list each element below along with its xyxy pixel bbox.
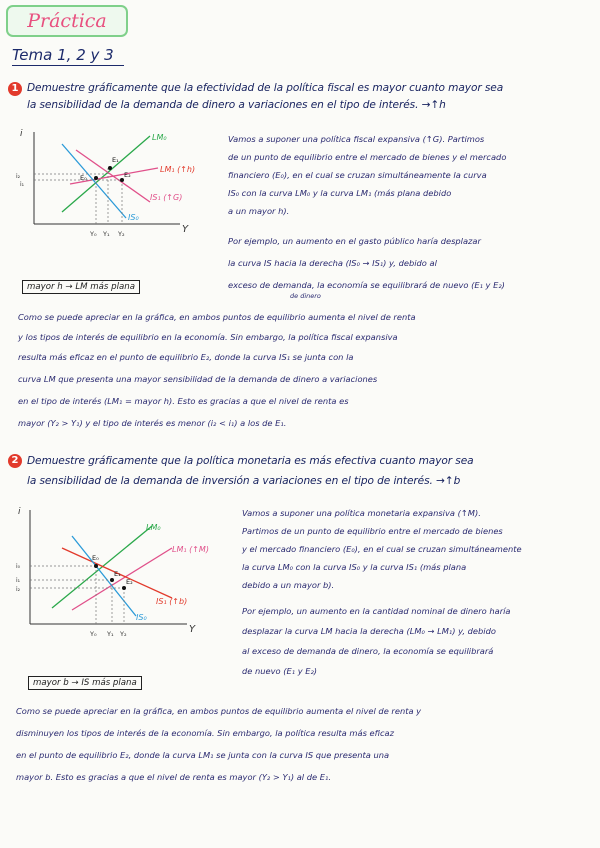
q1-side-note: de dinero (290, 292, 321, 300)
q2-label-i1: i₁ (16, 577, 21, 584)
q2-side-line-5: debido a un mayor b). (242, 580, 335, 590)
q2-side-line-4: la curva LM₀ con la curva IS₀ y la curva IS₁ (más plana (242, 562, 467, 572)
q1-key-box: mayor h → LM más plana (22, 280, 140, 294)
q2-curve-label-lm1: LM₁ (↑M) (172, 545, 209, 554)
q2-label-y1: Y₁ (107, 630, 114, 638)
q2-side-line-8: al exceso de demanda de dinero, la economía se equilibrará (242, 646, 494, 656)
q1-para-line-3: resulta más eficaz en el punto de equilibrio E₂, donde la curva IS₁ se junta con la (18, 352, 354, 362)
q1-side-line-2: de un punto de equilibrio entre el mercado de bienes y el mercado (228, 152, 507, 162)
q1-side-line-8: exceso de demanda, la economía se equilibrará de nuevo (E₁ y E₂) (228, 280, 505, 290)
q1-curve-label-lm0: LM₀ (152, 133, 167, 142)
q2-para-line-4: mayor b. Esto es gracias a que el nivel de renta es mayor (Y₂ > Y₁) al de E₁. (16, 772, 331, 782)
q2-label-i0: i₀ (16, 563, 21, 570)
q2-curve-label-is0: IS₀ (136, 613, 147, 622)
q2-point-label-e2: E₂ (126, 578, 133, 586)
q2-point-label-e0: E₀ (92, 554, 99, 562)
q1-label-y0: Y₀ (90, 230, 97, 238)
q1-para-line-2: y los tipos de interés de equilibrio en la economía. Sin embargo, la política fiscal expansiva (18, 332, 398, 342)
q2-heading-line-2: la sensibilidad de la demanda de inversión a variaciones en el tipo de interés. →↑b (27, 475, 461, 487)
q1-para-line-4: curva LM que presenta una mayor sensibilidad de la demanda de dinero a variaciones (18, 374, 378, 384)
page-title: Práctica (6, 5, 128, 37)
section-underline (12, 65, 124, 66)
q1-side-line-3: financiero (E₀), en el cual se cruzan simultáneamente la curva (228, 170, 487, 180)
q1-heading-line-1: Demuestre gráficamente que la efectividad de la política fiscal es mayor cuanto mayor sea (27, 82, 504, 94)
q1-side-line-7: la curva IS hacia la derecha (IS₀ → IS₁) y, debido al (228, 258, 437, 268)
q2-label-y0: Y₀ (90, 630, 97, 638)
section-heading: Tema 1, 2 y 3 (12, 46, 114, 64)
q1-side-line-6: Por ejemplo, un aumento en el gasto público haría desplazar (228, 236, 481, 246)
q2-side-line-6: Por ejemplo, un aumento en la cantidad nominal de dinero haría (242, 606, 511, 616)
q1-label-y2: Y₂ (118, 230, 125, 238)
q1-para-line-1: Como se puede apreciar en la gráfica, en ambos puntos de equilibrio aumenta el nivel de renta (18, 312, 416, 322)
q1-point-label-e0: E₀ (80, 174, 87, 182)
q1-para-line-5: en el tipo de interés (LM₁ = mayor h). Esto es gracias a que el nivel de renta es (18, 396, 349, 406)
q1-side-line-4: IS₀ con la curva LM₀ y la curva LM₁ (más plana debido (228, 188, 452, 198)
q2-label-y: Y (189, 624, 196, 635)
q2-curve-label-is1: IS₁ (↑b) (156, 597, 188, 606)
q2-side-line-9: de nuevo (E₁ y E₂) (242, 666, 318, 676)
q1-side-line-5: a un mayor h). (228, 206, 290, 216)
q1-point-label-e1: E₁ (112, 156, 119, 164)
q1-label-i2: i₂ (16, 173, 21, 180)
q1-label-i1: i₁ (20, 181, 25, 188)
q1-islm-graph (10, 122, 215, 262)
q2-label-i2: i₂ (16, 586, 21, 593)
q1-curve-label-is1: IS₁ (↑G) (150, 193, 183, 202)
q2-key-box: mayor b → IS más plana (28, 676, 142, 690)
q2-point-e2 (122, 586, 126, 590)
q1-curve-label-lm1: LM₁ (↑h) (160, 165, 196, 174)
q2-para-line-1: Como se puede apreciar en la gráfica, en ambos puntos de equilibrio aumenta el nivel de renta y (16, 706, 422, 716)
q2-heading-line-1: Demuestre gráficamente que la política monetaria es más efectiva cuanto mayor sea (27, 455, 474, 467)
q1-point-e0 (94, 176, 98, 180)
question-number-badge: 2 (8, 454, 22, 468)
q2-side-line-2: Partimos de un punto de equilibrio entre el mercado de bienes (242, 526, 503, 536)
q2-point-e1 (110, 578, 114, 582)
q1-label-y: Y (182, 224, 189, 235)
q1-label-i: i (20, 129, 23, 139)
q2-para-line-2: disminuyen los tipos de interés de la economía. Sin embargo, la política resulta más eficaz (16, 728, 394, 738)
q1-para-line-6: mayor (Y₂ > Y₁) y el tipo de interés es menor (i₂ < i₁) a los de E₁. (18, 418, 287, 428)
question-number-badge: 1 (8, 82, 22, 96)
q2-curve-label-lm0: LM₀ (146, 523, 161, 532)
q1-label-y1: Y₁ (103, 230, 110, 238)
q2-para-line-3: en el punto de equilibrio E₂, donde la curva LM₁ se junta con la curva IS que presenta una (16, 750, 390, 760)
q2-side-line-7: desplazar la curva LM hacia la derecha (LM₀ → LM₁) y, debido (242, 626, 496, 636)
q1-point-e1 (108, 166, 112, 170)
q1-heading-line-2: la sensibilidad de la demanda de dinero a variaciones en el tipo de interés. →↑h (27, 99, 446, 111)
q2-side-line-1: Vamos a suponer una política monetaria expansiva (↑M). (242, 508, 481, 518)
q2-point-e0 (94, 564, 98, 568)
q2-point-label-e1: E₁ (114, 570, 121, 578)
q2-label-y2: Y₂ (120, 630, 127, 638)
q2-islm-graph (12, 500, 217, 650)
q1-point-label-e2: E₂ (124, 171, 131, 179)
q1-side-line-1: Vamos a suponer una política fiscal expansiva (↑G). Partimos (228, 134, 485, 144)
q2-side-line-3: y el mercado financiero (E₀), en el cual se cruzan simultáneamente (242, 544, 522, 554)
q2-label-i: i (18, 507, 21, 517)
q2-curve-lm0 (52, 526, 152, 608)
q1-curve-label-is0: IS₀ (128, 213, 139, 222)
